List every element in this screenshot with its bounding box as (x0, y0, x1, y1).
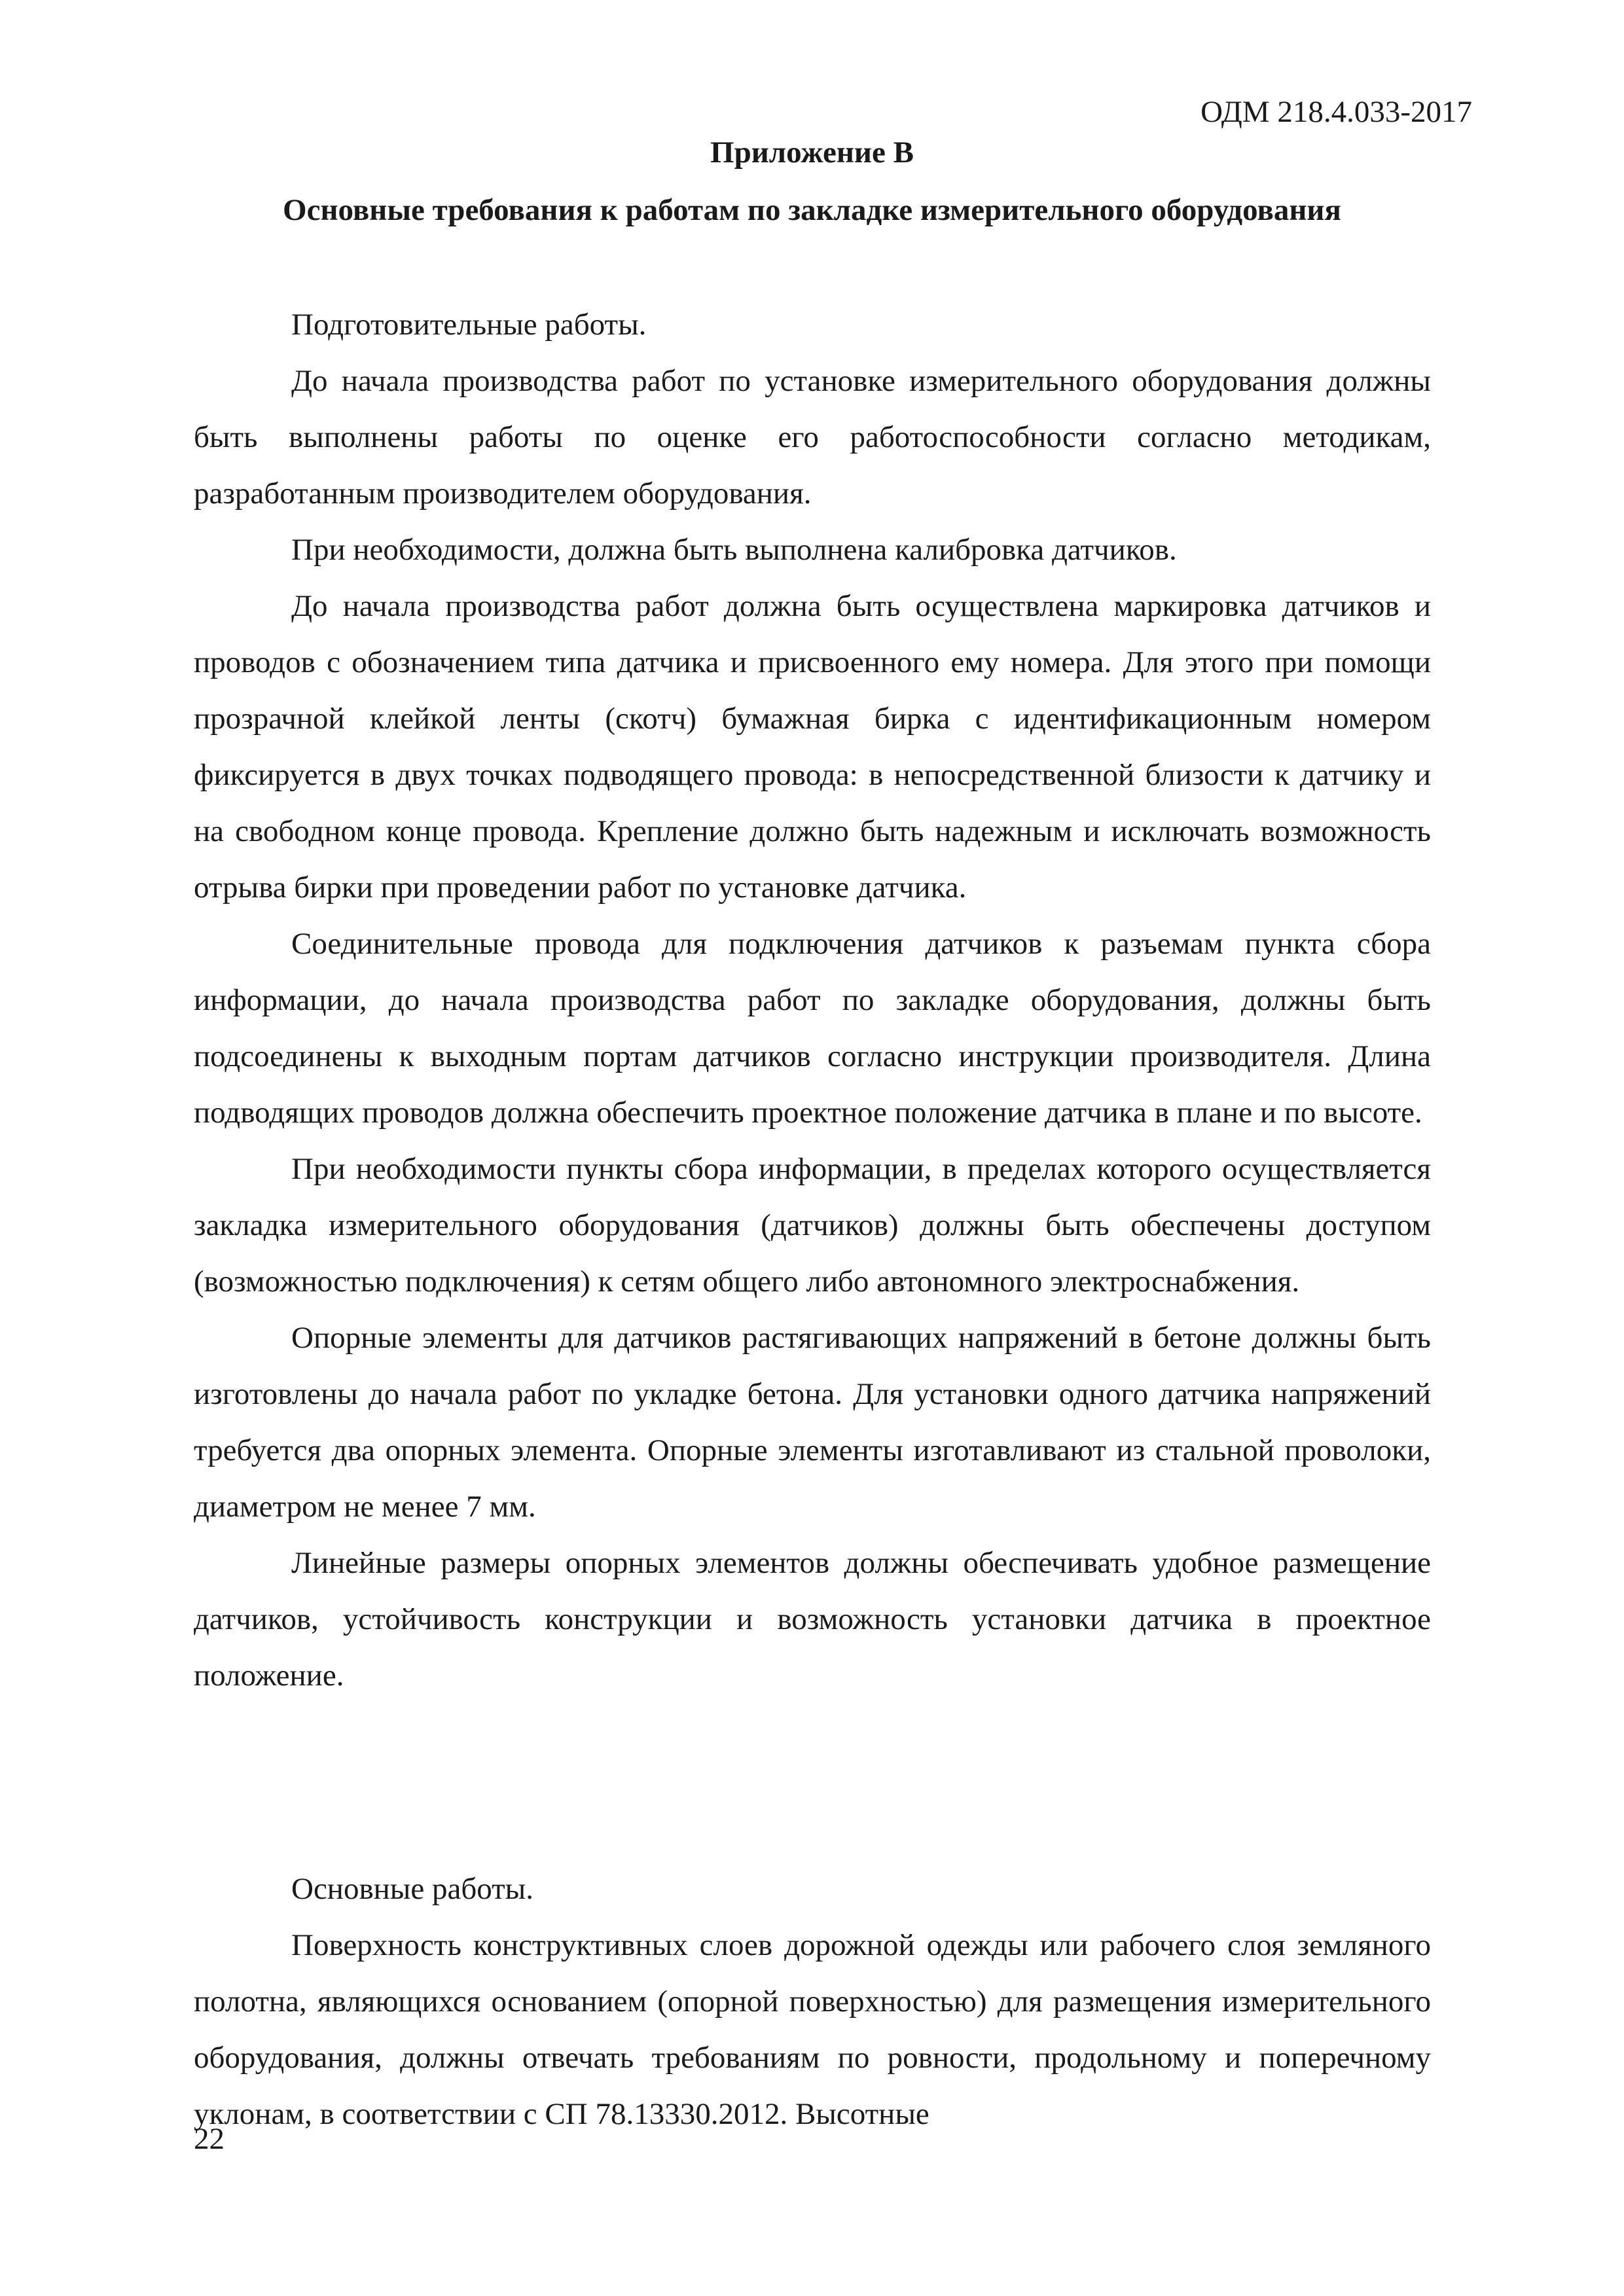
section-heading: Подготовительные работы. (291, 308, 647, 342)
appendix-title: Приложение В (710, 135, 914, 170)
appendix-subtitle: Основные требования к работам по закладке измерительного оборудования (283, 193, 1341, 227)
section-main-works (194, 1861, 1431, 2142)
document-code: ОДМ 218.4.033-2017 (1200, 95, 1472, 129)
paragraph: При необходимости, должна быть выполнена калибровка датчиков. (291, 533, 1177, 567)
paragraph: При необходимости пункты сбора информации, в пределах которого осуществляется закладка измерительного оборудования (датчиков) должны быть обеспечены доступом (возможностью подключения) к сетям общего либо автономного электроснабжения. (194, 1152, 1431, 1299)
paragraph: До начала производства работ по установке измерительного оборудования должны быть выполнены работы по оценке его работоспособности согласно методикам, разработанным производителем оборудования. (194, 364, 1431, 511)
section-heading: Основные работы. (291, 1872, 534, 1906)
paragraph: Опорные элементы для датчиков растягивающих напряжений в бетоне должны быть изготовлены до начала работ по укладке бетона. Для установки одного датчика напряжений требуется два опорных элемента. Опорные элементы изготавливают из стальной проволоки, диаметром не менее 7 мм. (194, 1321, 1431, 1524)
paragraph: До начала производства работ должна быть осуществлена маркировка датчиков и проводов с обозначением типа датчика и присвоенного ему номера. Для этого при помощи прозрачной клейкой ленты (скотч) бумажная бирка с идентификационным номером фиксируется в двух точках подводящего провода: в непосредственной близости к датчику и на свободном конце провода. Крепление должно быть надежным и исключать возможность отрыва бирки при проведении работ по установке датчика. (194, 589, 1431, 905)
section-preparatory-works (194, 296, 1431, 1704)
page-number: 22 (194, 2122, 225, 2156)
paragraph: Соединительные провода для подключения датчиков к разъемам пункта сбора информации, до начала производства работ по закладке оборудования, должны быть подсоединены к выходным портам датчиков согласно инструкции производителя. Длина подводящих проводов должна обеспечить проектное положение датчика в плане и по высоте. (194, 927, 1431, 1130)
paragraph: Линейные размеры опорных элементов должны обеспечивать удобное размещение датчиков, устойчивость конструкции и возможность установки датчика в проектное положение. (194, 1546, 1431, 1693)
paragraph: Поверхность конструктивных слоев дорожной одежды или рабочего слоя земляного полотна, являющихся основанием (опорной поверхностью) для размещения измерительного оборудования, должны отвечать требованиям по ровности, продольному и поперечному уклонам, в соответствии с СП 78.13330.2012. Высотные (194, 1928, 1431, 2131)
